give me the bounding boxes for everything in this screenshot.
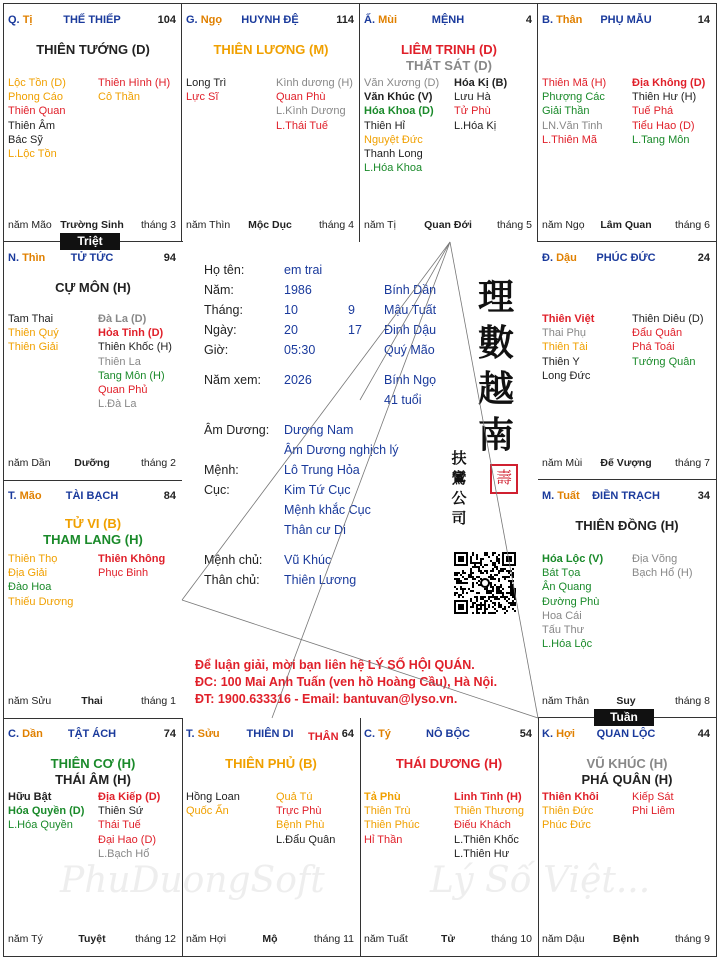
star-list-right bbox=[632, 312, 704, 369]
star-list-right bbox=[98, 76, 170, 104]
star-list-right bbox=[454, 790, 524, 861]
minor-star: L.Bạch Hổ bbox=[98, 847, 150, 860]
amduong-note: Âm Dương nghịch lý bbox=[284, 443, 399, 457]
palace-header bbox=[542, 490, 710, 504]
minor-star: Thanh Long bbox=[364, 148, 423, 161]
minor-star: Phá Toái bbox=[632, 341, 675, 354]
minor-star: L.Hóa Lộc bbox=[542, 638, 593, 651]
main-star: THÁI DƯƠNG (H) bbox=[395, 756, 503, 771]
footer-month: tháng 8 bbox=[674, 695, 710, 707]
than-chu-value: Thiên Lương bbox=[284, 573, 357, 587]
footer-stage: Bệnh bbox=[612, 933, 640, 945]
palace-position: T. Mão bbox=[8, 490, 42, 502]
palace-footer bbox=[364, 219, 532, 233]
footer-month: tháng 5 bbox=[496, 219, 532, 231]
palace-name: MỆNH bbox=[431, 14, 465, 26]
palace-cell[interactable] bbox=[181, 3, 361, 243]
palace-name: TẬT ÁCH bbox=[67, 728, 117, 740]
minor-star: Hóa Kị (B) bbox=[454, 77, 508, 89]
palace-cell[interactable] bbox=[181, 717, 361, 957]
palace-position: K. Hợi bbox=[542, 728, 575, 740]
footer-year: năm Dậu bbox=[542, 933, 585, 945]
minor-star: Thiên Thương bbox=[454, 805, 525, 818]
minor-star: Thiên Quan bbox=[8, 105, 66, 118]
footer-year: năm Sửu bbox=[8, 695, 52, 707]
minor-star: Thiên Thọ bbox=[8, 553, 58, 565]
calligraphy-small: 扶 鸞 公 司 bbox=[451, 449, 467, 527]
palace-name: TÀI BẠCH bbox=[65, 490, 119, 502]
minor-star: Giải Thần bbox=[542, 105, 590, 118]
minor-star: Phượng Các bbox=[542, 91, 605, 104]
palace-footer bbox=[8, 219, 176, 233]
watermark-right: Lý Số Việt... bbox=[430, 860, 651, 901]
star-list-right bbox=[276, 790, 335, 847]
star-list-right bbox=[98, 312, 172, 411]
footer-year: năm Mùi bbox=[542, 457, 583, 469]
footer-stage: Mộ bbox=[262, 933, 278, 945]
palace-header bbox=[542, 252, 710, 266]
menh-value: Lô Trung Hỏa bbox=[284, 463, 360, 477]
main-star: CỰ MÔN (H) bbox=[55, 280, 131, 295]
year-label: Năm: bbox=[204, 283, 234, 297]
contact-line-1: Để luận giải, mời bạn liên hệ LÝ SỐ HỘI QUÁN. bbox=[195, 658, 475, 672]
month-solar: 10 bbox=[284, 303, 298, 317]
age-value: 41 tuổi bbox=[384, 393, 422, 407]
name-label: Họ tên: bbox=[204, 263, 245, 277]
main-star: THIÊN CƠ (H) bbox=[50, 756, 136, 771]
cuc-value: Kim Tứ Cục bbox=[284, 483, 351, 497]
palace-number: 44 bbox=[697, 728, 710, 740]
star-list-left bbox=[542, 312, 594, 383]
minor-star: Thiên La bbox=[98, 355, 141, 368]
minor-star: Bệnh Phù bbox=[276, 819, 325, 832]
minor-star: Kình dương (H) bbox=[276, 77, 353, 89]
minor-star: Tấu Thư bbox=[542, 624, 585, 637]
palace-cell[interactable] bbox=[3, 479, 183, 719]
menh-label: Mệnh: bbox=[204, 463, 239, 477]
minor-star: Long Đức bbox=[542, 369, 591, 382]
palace-position: Q. Tị bbox=[8, 14, 33, 26]
minor-star: Đường Phù bbox=[542, 595, 600, 608]
year-value: 1986 bbox=[284, 283, 312, 297]
palace-cell[interactable] bbox=[3, 241, 183, 481]
footer-stage: Dưỡng bbox=[74, 457, 110, 469]
star-list-left bbox=[8, 552, 73, 609]
star-list-left bbox=[8, 790, 84, 833]
palace-header bbox=[364, 728, 532, 742]
minor-star: Tam Thai bbox=[8, 313, 54, 325]
footer-stage: Trường Sinh bbox=[60, 219, 124, 231]
palace-number: 14 bbox=[697, 14, 710, 26]
star-list-right bbox=[98, 790, 160, 861]
footer-year: năm Thìn bbox=[186, 219, 231, 231]
palace-name: PHỤ MẪU bbox=[600, 14, 652, 26]
minor-star: Thiếu Dương bbox=[8, 595, 74, 608]
minor-star: Thai Phụ bbox=[542, 327, 587, 340]
footer-month: tháng 1 bbox=[140, 695, 176, 707]
minor-star: Tiểu Hao (D) bbox=[632, 119, 695, 132]
palace-cell[interactable] bbox=[537, 717, 717, 957]
minor-star: L.Thái Tuế bbox=[276, 119, 328, 132]
star-list-left bbox=[542, 76, 606, 147]
minor-star: Tang Môn (H) bbox=[98, 369, 165, 382]
menh-chu-label: Mệnh chủ: bbox=[204, 553, 263, 567]
palace-footer bbox=[364, 933, 532, 947]
minor-star: Thiên Đức bbox=[542, 805, 594, 818]
red-seal: 壽 bbox=[490, 464, 518, 494]
minor-star: Địa Giải bbox=[8, 567, 48, 580]
footer-month: tháng 7 bbox=[674, 457, 710, 469]
main-star: THÁI ÂM (H) bbox=[55, 772, 131, 787]
minor-star: L.Đà La bbox=[98, 398, 137, 411]
palace-name: QUAN LỘC bbox=[596, 728, 656, 740]
view-year-can: Bính Ngọ bbox=[384, 373, 437, 387]
minor-star: L.Đẩu Quân bbox=[276, 833, 336, 846]
palace-cell[interactable] bbox=[537, 3, 717, 243]
palace-position: Đ. Dậu bbox=[542, 252, 577, 264]
minor-star: Địa Võng bbox=[632, 553, 678, 565]
hour-can: Quý Mão bbox=[384, 343, 435, 357]
footer-year: năm Tý bbox=[8, 933, 43, 945]
footer-stage: Lâm Quan bbox=[600, 219, 652, 231]
palace-name: HUYNH ĐỆ bbox=[241, 14, 299, 26]
minor-star: L.Thiên Khốc bbox=[454, 833, 519, 846]
footer-year: năm Ngọ bbox=[542, 219, 585, 231]
view-year-value: 2026 bbox=[284, 373, 312, 387]
palace-header bbox=[8, 252, 176, 266]
palace-cell[interactable] bbox=[3, 3, 183, 243]
minor-star: L.Tang Môn bbox=[632, 133, 690, 146]
cuc-note: Mệnh khắc Cục bbox=[284, 503, 371, 517]
palace-footer bbox=[186, 219, 354, 233]
minor-star: Thiên Phúc bbox=[364, 819, 420, 832]
star-list-left bbox=[542, 790, 599, 833]
hour-value: 05:30 bbox=[284, 343, 316, 357]
palace-cell[interactable] bbox=[359, 717, 539, 957]
minor-star: Thiên Khôi bbox=[542, 791, 599, 803]
minor-star: Đà La (D) bbox=[98, 313, 147, 325]
center-info-panel bbox=[182, 242, 538, 718]
palace-name: NÔ BỘC bbox=[426, 728, 470, 740]
minor-star: Văn Khúc (V) bbox=[364, 91, 433, 104]
palace-footer bbox=[8, 457, 176, 471]
minor-star: Điếu Khách bbox=[454, 819, 511, 832]
minor-star: Kiếp Sát bbox=[632, 791, 674, 803]
minor-star: Thiên Trù bbox=[364, 805, 411, 818]
month-can: Mậu Tuất bbox=[384, 303, 437, 317]
minor-star: Thiên Không bbox=[98, 553, 166, 565]
minor-star: Phúc Đức bbox=[542, 819, 591, 832]
tuan-badge: Tuần bbox=[594, 709, 654, 726]
palace-cell[interactable] bbox=[3, 717, 183, 957]
minor-star: L.Hóa Khoa bbox=[364, 162, 423, 175]
day-solar: 20 bbox=[284, 323, 298, 337]
minor-star: Bạch Hổ (H) bbox=[632, 567, 693, 580]
footer-stage: Tử bbox=[440, 933, 456, 945]
contact-line-2: ĐC: 100 Mai Anh Tuấn (ven hồ Hoàng Cầu), Hà Nội. bbox=[195, 675, 498, 689]
palace-footer bbox=[8, 695, 176, 709]
palace-number: 84 bbox=[163, 490, 176, 502]
year-can: Bính Dần bbox=[384, 283, 437, 297]
palace-footer bbox=[186, 933, 354, 947]
minor-star: Long Trì bbox=[186, 77, 227, 89]
minor-star: Bát Tọa bbox=[542, 567, 581, 580]
minor-star: LN.Văn Tinh bbox=[542, 119, 603, 132]
minor-star: Địa Kiếp (D) bbox=[98, 791, 161, 803]
minor-star: Phong Cáo bbox=[8, 91, 64, 104]
minor-star: Đại Hao (D) bbox=[98, 833, 157, 846]
main-star: LIÊM TRINH (D) bbox=[400, 42, 498, 57]
palace-name: PHÚC ĐỨC bbox=[596, 252, 656, 264]
star-list-right bbox=[632, 76, 705, 147]
footer-year: năm Tuất bbox=[364, 933, 408, 945]
palace-footer bbox=[542, 933, 710, 947]
minor-star: Quả Tú bbox=[276, 791, 313, 803]
minor-star: Địa Không (D) bbox=[632, 77, 706, 89]
star-list-left bbox=[364, 790, 420, 847]
minor-star: Lộc Tồn (D) bbox=[8, 77, 66, 89]
footer-month: tháng 4 bbox=[318, 219, 354, 231]
minor-star: Thiên Mã (H) bbox=[542, 77, 607, 89]
qr-code[interactable] bbox=[452, 550, 518, 616]
minor-star: L.Lộc Tồn bbox=[8, 148, 57, 161]
minor-star: Thiên Y bbox=[542, 355, 580, 368]
palace-number: 104 bbox=[157, 14, 176, 26]
footer-month: tháng 12 bbox=[135, 933, 176, 945]
footer-year: năm Hợi bbox=[186, 933, 227, 945]
minor-star: L.Thiên Hư bbox=[454, 847, 510, 860]
minor-star: Thiên Quý bbox=[8, 327, 59, 340]
footer-stage: Quan Đới bbox=[424, 219, 472, 231]
minor-star: Linh Tinh (H) bbox=[454, 791, 522, 803]
star-list-right bbox=[632, 790, 675, 818]
footer-month: tháng 6 bbox=[674, 219, 710, 231]
main-star: THIÊN PHỦ (B) bbox=[225, 756, 317, 771]
minor-star: L.Thiên Mã bbox=[542, 133, 598, 146]
minor-star: Thái Tuế bbox=[98, 819, 141, 832]
star-list-right bbox=[276, 76, 353, 133]
footer-stage: Thai bbox=[81, 695, 103, 707]
palace-header bbox=[542, 14, 710, 28]
minor-star: Hữu Bật bbox=[8, 791, 52, 803]
minor-star: Bác Sỹ bbox=[8, 133, 43, 146]
minor-star: Tướng Quân bbox=[632, 355, 696, 368]
minor-star: Đẩu Quân bbox=[632, 327, 683, 340]
than-cu: Thân cư Di bbox=[284, 523, 346, 537]
main-star: THẤT SÁT (D) bbox=[406, 58, 492, 73]
minor-star: Phi Liêm bbox=[632, 805, 675, 818]
minor-star: Hóa Khoa (D) bbox=[364, 105, 434, 118]
palace-footer bbox=[542, 457, 710, 471]
watermark-left: PhuDuongSoft bbox=[60, 860, 325, 901]
minor-star: Tử Phù bbox=[454, 105, 491, 118]
footer-stage: Đế Vượng bbox=[600, 457, 652, 469]
footer-stage: Tuyệt bbox=[78, 933, 106, 945]
palace-cell[interactable] bbox=[359, 3, 539, 243]
main-star: PHÁ QUÂN (H) bbox=[581, 772, 673, 787]
star-list-right bbox=[98, 552, 165, 580]
minor-star: Tả Phù bbox=[364, 791, 401, 803]
footer-stage: Suy bbox=[616, 695, 636, 707]
footer-year: năm Thân bbox=[542, 695, 590, 707]
triet-badge: Triệt bbox=[60, 233, 120, 250]
minor-star: Thiên Tài bbox=[542, 341, 588, 354]
palace-number: 114 bbox=[336, 14, 354, 26]
palace-number: 94 bbox=[163, 252, 176, 264]
star-list-right bbox=[454, 76, 507, 133]
month-lunar: 9 bbox=[348, 303, 355, 317]
minor-star: Hồng Loan bbox=[186, 791, 240, 803]
minor-star: Lưu Hà bbox=[454, 91, 491, 104]
main-star: THAM LANG (H) bbox=[43, 532, 143, 547]
palace-position: N. Thìn bbox=[8, 252, 46, 264]
footer-year: năm Tị bbox=[364, 219, 396, 231]
month-label: Tháng: bbox=[204, 303, 243, 317]
palace-number: 74 bbox=[163, 728, 176, 740]
minor-star: Thiên Hư (H) bbox=[632, 91, 697, 104]
star-list-left bbox=[8, 312, 59, 355]
palace-position: B. Thân bbox=[542, 14, 583, 26]
minor-star: Thiên Hình (H) bbox=[98, 77, 171, 89]
palace-header bbox=[8, 728, 176, 742]
amduong-label: Âm Dương: bbox=[204, 423, 270, 437]
minor-star: Phục Binh bbox=[98, 567, 149, 580]
palace-position: M. Tuất bbox=[542, 490, 580, 502]
than-chu-label: Thân chủ: bbox=[204, 573, 260, 587]
star-list-left bbox=[186, 76, 226, 104]
minor-star: Thiên Khốc (H) bbox=[98, 341, 172, 354]
than-marker: THÂN bbox=[308, 731, 339, 743]
minor-star: Thiên Giải bbox=[8, 341, 59, 354]
menh-chu-value: Vũ Khúc bbox=[284, 553, 332, 567]
palace-position: T. Sửu bbox=[186, 728, 220, 740]
view-year-label: Năm xem: bbox=[204, 373, 261, 387]
calligraphy-logo: 理 數 越 南 bbox=[477, 276, 514, 456]
minor-star: Hóa Lộc (V) bbox=[542, 553, 604, 565]
palace-header bbox=[8, 490, 176, 504]
palace-name: THẾ THIẾP bbox=[63, 14, 121, 26]
main-star: THIÊN LƯƠNG (M) bbox=[213, 42, 329, 57]
palace-footer bbox=[542, 695, 710, 709]
minor-star: L.Hóa Kị bbox=[454, 119, 497, 132]
palace-header bbox=[186, 14, 354, 28]
palace-name: TỬ TỨC bbox=[70, 252, 114, 264]
footer-year: năm Dần bbox=[8, 457, 51, 469]
minor-star: Thiên Việt bbox=[542, 313, 595, 325]
minor-star: Ân Quang bbox=[542, 581, 592, 594]
palace-header bbox=[542, 728, 710, 742]
amduong-value: Dương Nam bbox=[284, 423, 354, 437]
star-list-left bbox=[8, 76, 66, 161]
hour-label: Giờ: bbox=[204, 343, 229, 357]
minor-star: Thiên Âm bbox=[8, 119, 56, 132]
minor-star: Đào Hoa bbox=[8, 581, 52, 594]
minor-star: Quốc Ấn bbox=[186, 805, 229, 818]
main-star: THIÊN ĐỒNG (H) bbox=[575, 518, 679, 533]
footer-month: tháng 3 bbox=[140, 219, 176, 231]
cuc-label: Cục: bbox=[204, 483, 230, 497]
minor-star: Quan Phù bbox=[276, 91, 326, 104]
palace-number: 4 bbox=[525, 14, 532, 26]
palace-number: 34 bbox=[697, 490, 710, 502]
minor-star: Thiên Sứ bbox=[98, 805, 144, 818]
main-star: TỬ VI (B) bbox=[64, 516, 122, 531]
minor-star: Thiên Hỉ bbox=[364, 119, 405, 132]
footer-month: tháng 10 bbox=[491, 933, 532, 945]
minor-star: Thiên Diêu (D) bbox=[632, 313, 704, 325]
palace-header bbox=[364, 14, 532, 28]
footer-month: tháng 2 bbox=[140, 457, 176, 469]
main-star: VŨ KHÚC (H) bbox=[586, 756, 668, 771]
palace-cell[interactable] bbox=[537, 479, 717, 719]
minor-star: Hỉ Thần bbox=[364, 833, 403, 846]
star-list-left bbox=[186, 790, 240, 818]
minor-star: Trực Phù bbox=[276, 805, 322, 818]
palace-position: G. Ngọ bbox=[186, 14, 223, 26]
star-list-right bbox=[632, 552, 693, 580]
name-value: em trai bbox=[284, 263, 323, 277]
palace-name: THIÊN DI bbox=[246, 728, 294, 740]
palace-footer bbox=[542, 219, 710, 233]
palace-number: 54 bbox=[519, 728, 532, 740]
footer-stage: Mộc Dục bbox=[248, 219, 292, 231]
minor-star: L.Hóa Quyền bbox=[8, 819, 73, 832]
contact-line-3: ĐT: 1900.633316 - Email: bantuvan@lyso.vn. bbox=[195, 692, 458, 706]
minor-star: Hoa Cái bbox=[542, 609, 582, 622]
minor-star: Tuế Phá bbox=[632, 105, 674, 118]
day-lunar: 17 bbox=[348, 323, 362, 337]
palace-position: Ấ. Mùi bbox=[364, 14, 398, 26]
palace-position: C. Tý bbox=[364, 728, 391, 740]
minor-star: Cô Thần bbox=[98, 91, 140, 104]
palace-header bbox=[8, 14, 176, 28]
day-can: Đinh Dậu bbox=[384, 323, 437, 337]
palace-number: 64 bbox=[341, 728, 354, 740]
minor-star: L.Kình Dương bbox=[276, 105, 346, 118]
minor-star: Quan Phủ bbox=[98, 384, 148, 397]
footer-year: năm Mão bbox=[8, 219, 52, 231]
star-list-left bbox=[364, 76, 439, 175]
palace-name: ĐIỀN TRẠCH bbox=[592, 490, 660, 502]
minor-star: Nguyệt Đức bbox=[364, 133, 423, 146]
minor-star: Hỏa Tinh (D) bbox=[98, 327, 164, 340]
footer-month: tháng 11 bbox=[313, 933, 354, 945]
star-list-left bbox=[542, 552, 603, 651]
palace-footer bbox=[8, 933, 176, 947]
palace-position: C. Dần bbox=[8, 728, 43, 740]
palace-number: 24 bbox=[697, 252, 710, 264]
minor-star: Hóa Quyền (D) bbox=[8, 805, 85, 818]
footer-month: tháng 9 bbox=[674, 933, 710, 945]
minor-star: Văn Xương (D) bbox=[364, 77, 440, 89]
minor-star: Lực Sĩ bbox=[186, 91, 219, 104]
main-star: THIÊN TƯỚNG (D) bbox=[36, 42, 150, 57]
day-label: Ngày: bbox=[204, 323, 237, 337]
palace-cell[interactable] bbox=[537, 241, 717, 481]
